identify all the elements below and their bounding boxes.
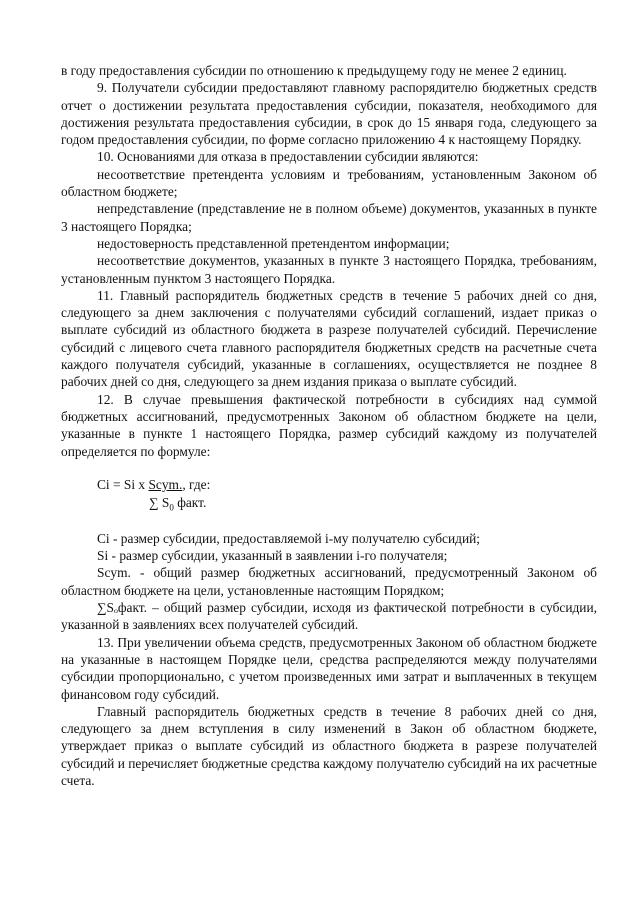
formula-den-sub: 0 [169, 502, 174, 513]
paragraph-continuation: в году предоставления субсидии по отношению к предыдущему году не менее 2 единиц. [61, 63, 567, 78]
definition-sum: ∑Sₒфакт. – общий размер субсидии, исходя из фактической потребности в субсидии, указанной в заявлениях всех получателей субсидий. [61, 600, 597, 633]
formula-den-tail: факт. [173, 494, 207, 510]
paragraph-10-item-d: несоответствие документов, указанных в пункте 3 настоящего Порядка, требованиям, установленным пунктом 3 настоящего Порядка. [61, 253, 597, 286]
definition-ci: Ci - размер субсидии, предоставляемой i-му получателю субсидий; [97, 530, 481, 546]
definition-si: Si - размер субсидии, указанный в заявлении i-го получателя; [97, 548, 448, 564]
paragraph-10-item-b: непредставление (представление не в полном объеме) документов, указанных в пункте 3 настоящего Порядка; [61, 201, 597, 234]
paragraph-9: 9. Получатели субсидии предоставляют главному распорядителю бюджетных средств отчет о достижении результата предоставления субсидии, показателя, необходимого для достижения результата предоставления субсидии, в срок до 15 января года, следующего за годом предоставления субсидии, по форме согласно приложению 4 к настоящему Порядку. [61, 80, 597, 148]
spacer [61, 516, 597, 530]
formula-denominator [149, 494, 206, 511]
formula-numerator-line [97, 476, 210, 493]
paragraph-10-item-c: недостоверность представленной претендентом информации; [97, 235, 450, 251]
formula [97, 476, 597, 516]
paragraph-10: 10. Основаниями для отказа в предоставлении субсидии являются: [97, 149, 479, 165]
formula-den-sigma: ∑ S [149, 494, 170, 510]
paragraph-12: 12. В случае превышения фактической потребности в субсидиях над суммой бюджетных ассигнований, предусмотренных Законом об областном бюджете на цели, указанные в пункте 1 настоящего Порядка, размер субсидий каждому из получателей определяется по формуле: [61, 391, 597, 459]
formula-numerator: Scym. [148, 476, 183, 492]
formula-suffix: , где: [182, 476, 211, 492]
document-page [61, 62, 597, 789]
paragraph-11: 11. Главный распорядитель бюджетных средств в течение 5 рабочих дней со дня, следующего за днем заключения с получателями субсидий соглашений, издает приказ о выплате субсидий из областного бюджета в разрезе получателей субсидий. Перечисление субсидий с лицевого счета главного распорядителя бюджетных средств на расчетные счета каждого получателя субсидий, указанные в соглашениях, осуществляется не позднее 8 рабочих дней со дня, следующего за днем издания приказа о выплате субсидий. [61, 287, 597, 390]
paragraph-13-continuation: Главный распорядитель бюджетных средств в течение 8 рабочих дней со дня, следующего за днем вступления в силу изменений в Закон об областном бюджете, утверждает приказ о выплате субсидий из областного бюджета в разрезе получателей субсидий и перечисляет бюджетные средства каждому получателю субсидий на их расчетные счета. [61, 703, 597, 788]
paragraph-13: 13. При увеличении объема средств, предусмотренных Законом об областном бюджете на указанные в настоящем Порядке цели, средства распределяются между получателями субсидии пропорционально, с учетом произведенных ими затрат и выплаченных в текущем финансовом году субсидий. [61, 634, 597, 702]
spacer [61, 460, 597, 472]
paragraph-10-item-a: несоответствие претендента условиям и требованиям, установленным Законом об областном бюджете; [61, 166, 597, 200]
formula-lhs: Ci = Si x [97, 476, 149, 492]
definition-scym: Scym. - общий размер бюджетных ассигнований, предусмотренный Законом об областном бюджете на цели, установленные настоящим Порядком; [61, 565, 597, 598]
